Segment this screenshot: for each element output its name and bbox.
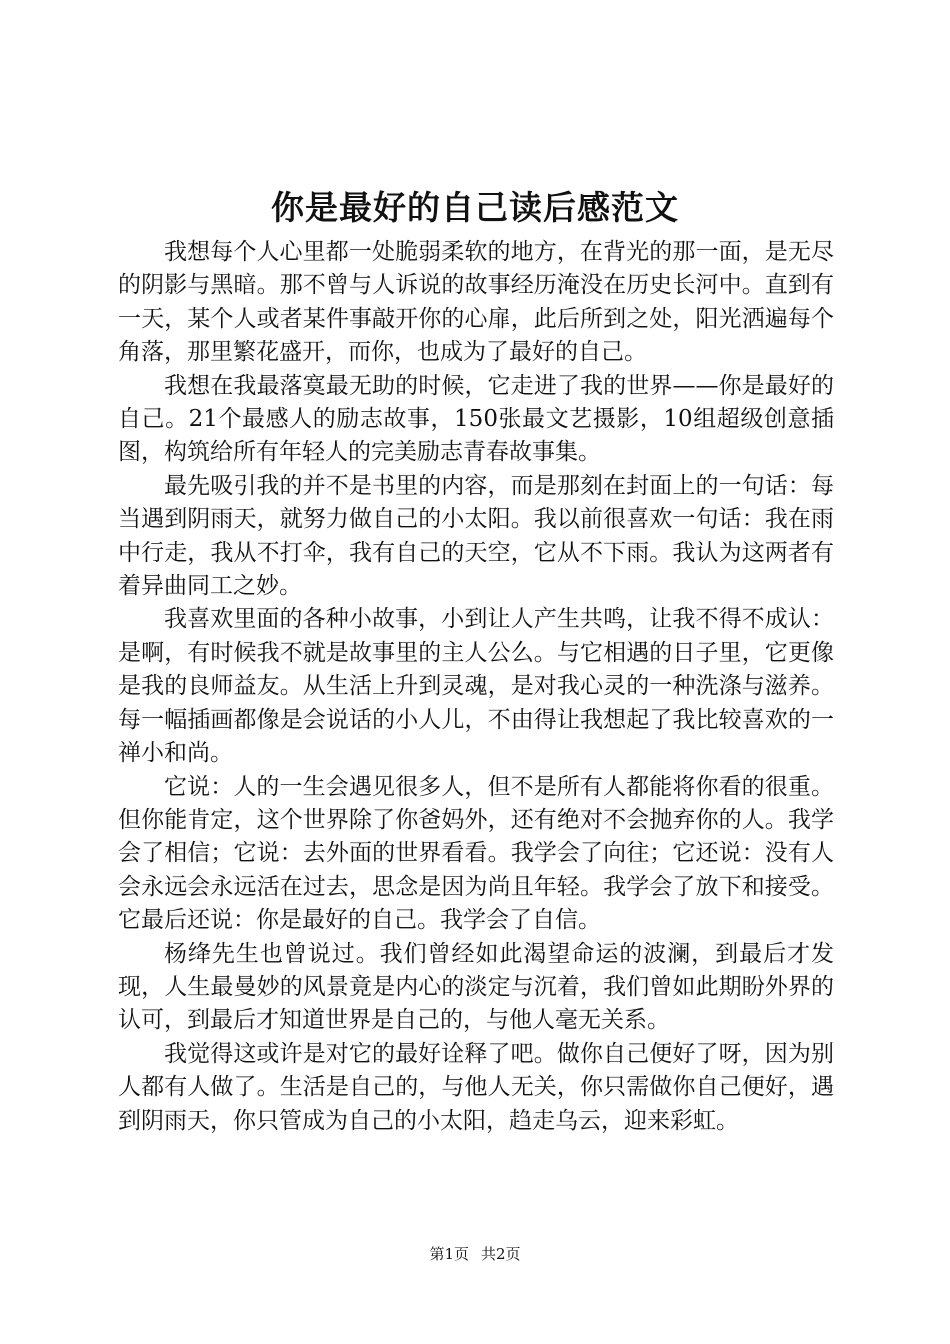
page-footer <box>0 1244 950 1264</box>
paragraph-5: 它说：人的一生会遇见很多人，但不是所有人都能将你看的很重。但你能肯定，这个世界除了你爸妈外，还有绝对不会抛弃你的人。我学会了相信；它说：去外面的世界看看。我学会了向往；它还说：没有人会永远会永远活在过去，思念是因为尚且年轻。我学会了放下和接受。它最后还说：你是最好的自己。我学会了自信。 <box>118 773 834 934</box>
document-title: 你是最好的自己读后感范文 <box>271 188 679 227</box>
page-number: 第1页 <box>429 1245 469 1263</box>
paragraph-4: 我喜欢里面的各种小故事，小到让人产生共鸣，让我不得不成认：是啊，有时候我不就是故事里的主人公么。与它相遇的日子里，它更像是我的良师益友。从生活上升到灵魂，是对我心灵的一种洗涤与滋养。每一幅插画都像是会说话的小人儿，不由得让我想起了我比较喜欢的一禅小和尚。 <box>118 606 834 767</box>
paragraph-1: 我想每个人心里都一处脆弱柔软的地方，在背光的那一面，是无尽的阴影与黑暗。那不曾与人诉说的故事经历淹没在历史长河中。直到有一天，某个人或者某件事敲开你的心扉，此后所到之处，阳光洒遍每个角落，那里繁花盛开，而你，也成为了最好的自己。 <box>118 239 834 366</box>
page-total: 共2页 <box>481 1245 521 1263</box>
paragraph-7: 我觉得这或许是对它的最好诠释了吧。做你自己便好了呀，因为别人都有人做了。生活是自己的，与他人无关，你只需做你自己便好，遇到阴雨天，你只管成为自己的小太阳，趋走乌云，迎来彩虹。 <box>118 1040 834 1134</box>
paragraph-3: 最先吸引我的并不是书里的内容，而是那刻在封面上的一句话：每当遇到阴雨天，就努力做自己的小太阳。我以前很喜欢一句话：我在雨中行走，我从不打伞，我有自己的天空，它从不下雨。我认为这两者有着异曲同工之妙。 <box>118 472 834 600</box>
paragraph-6: 杨绛先生也曾说过。我们曾经如此渴望命运的波澜，到最后才发现，人生最曼妙的风景竟是内心的淡定与沉着，我们曾如此期盼外界的认可，到最后才知道世界是自己的，与他人毫无关系。 <box>118 940 834 1034</box>
paragraph-2: 我想在我最落寞最无助的时候，它走进了我的世界——你是最好的自己。21个最感人的励志故事，150张最文艺摄影，10组超级创意插图，构筑给所有年轻人的完美励志青春故事集。 <box>118 372 834 466</box>
document-body <box>118 236 834 1138</box>
